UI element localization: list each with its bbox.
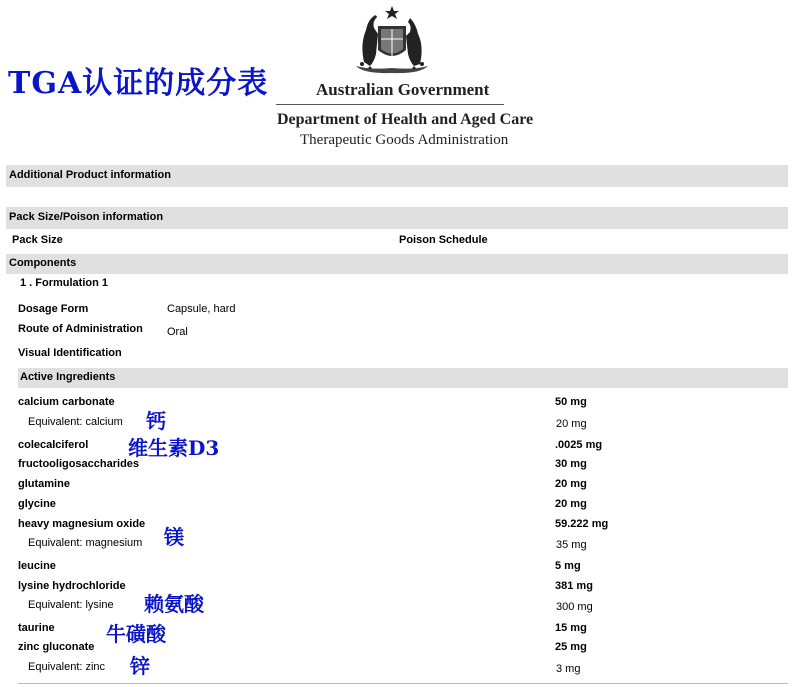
route-label: Route of Administration (18, 323, 143, 335)
government-name: Australian Government (316, 80, 490, 99)
ingredient-name: zinc gluconate (18, 641, 95, 653)
ingredient-equivalent: Equivalent: calcium (28, 416, 123, 428)
ingredient-equivalent: Equivalent: lysine (28, 599, 114, 611)
ingredient-amount: 50 mg (555, 396, 587, 408)
ingredient-amount: 30 mg (555, 458, 587, 470)
ingredient-amount: 20 mg (555, 478, 587, 490)
ingredient-name: lysine hydrochloride (18, 580, 126, 592)
bottom-divider (18, 683, 788, 684)
ingredient-name: leucine (18, 560, 56, 572)
ingredient-amount: 25 mg (555, 641, 587, 653)
poison-schedule-label: Poison Schedule (399, 234, 488, 246)
active-ingredients-band (18, 368, 788, 388)
annotation-title: TGA认证的成分表 (8, 66, 269, 101)
components-heading: Components (9, 257, 77, 269)
annotation-calcium: 钙 (146, 409, 166, 433)
ingredient-amount: 15 mg (555, 622, 587, 634)
ingredient-name: glutamine (18, 478, 70, 490)
ingredient-equivalent-amount: 20 mg (556, 418, 587, 430)
annotation-zinc: 锌 (130, 654, 150, 678)
ingredient-amount: 59.222 mg (555, 518, 609, 530)
ingredient-name: fructooligosaccharides (18, 458, 140, 470)
visual-identification-label: Visual Identification (18, 347, 122, 359)
ingredient-equivalent-amount: 3 mg (556, 663, 581, 675)
ingredient-amount: 20 mg (555, 498, 587, 510)
ingredient-equivalent: Equivalent: zinc (28, 661, 106, 673)
annotation-magnesium: 镁 (164, 525, 184, 549)
ingredient-name: colecalciferol (18, 439, 89, 451)
annotation-taurine: 牛磺酸 (106, 622, 166, 646)
ingredient-name: calcium carbonate (18, 396, 115, 408)
formulation-heading: 1 . Formulation 1 (20, 277, 109, 289)
ingredient-name: glycine (18, 498, 56, 510)
ingredient-equivalent-amount: 35 mg (556, 539, 587, 551)
dosage-form-label: Dosage Form (18, 303, 89, 315)
ingredient-amount: 5 mg (555, 560, 581, 572)
additional-info-heading: Additional Product information (9, 169, 171, 181)
coat-of-arms-icon (350, 4, 434, 76)
active-ingredients-heading: Active Ingredients (20, 371, 116, 383)
header-divider (276, 104, 504, 105)
dosage-form-value: Capsule, hard (167, 303, 236, 315)
department-name: Department of Health and Aged Care (277, 111, 534, 128)
ingredient-equivalent: Equivalent: magnesium (28, 537, 143, 549)
route-value: Oral (167, 326, 188, 338)
annotation-vitamin-d3: 维生素D3 (128, 436, 220, 460)
pack-size-label: Pack Size (12, 234, 63, 246)
pack-poison-heading: Pack Size/Poison information (9, 211, 164, 223)
components-band (6, 254, 788, 274)
ingredient-amount: .0025 mg (555, 439, 603, 451)
ingredient-amount: 381 mg (555, 580, 593, 592)
agency-name: Therapeutic Goods Administration (300, 132, 509, 148)
ingredient-name: taurine (18, 622, 55, 634)
annotation-lysine: 赖氨酸 (144, 592, 204, 616)
ingredient-name: heavy magnesium oxide (18, 518, 146, 530)
ingredient-equivalent-amount: 300 mg (556, 601, 593, 613)
